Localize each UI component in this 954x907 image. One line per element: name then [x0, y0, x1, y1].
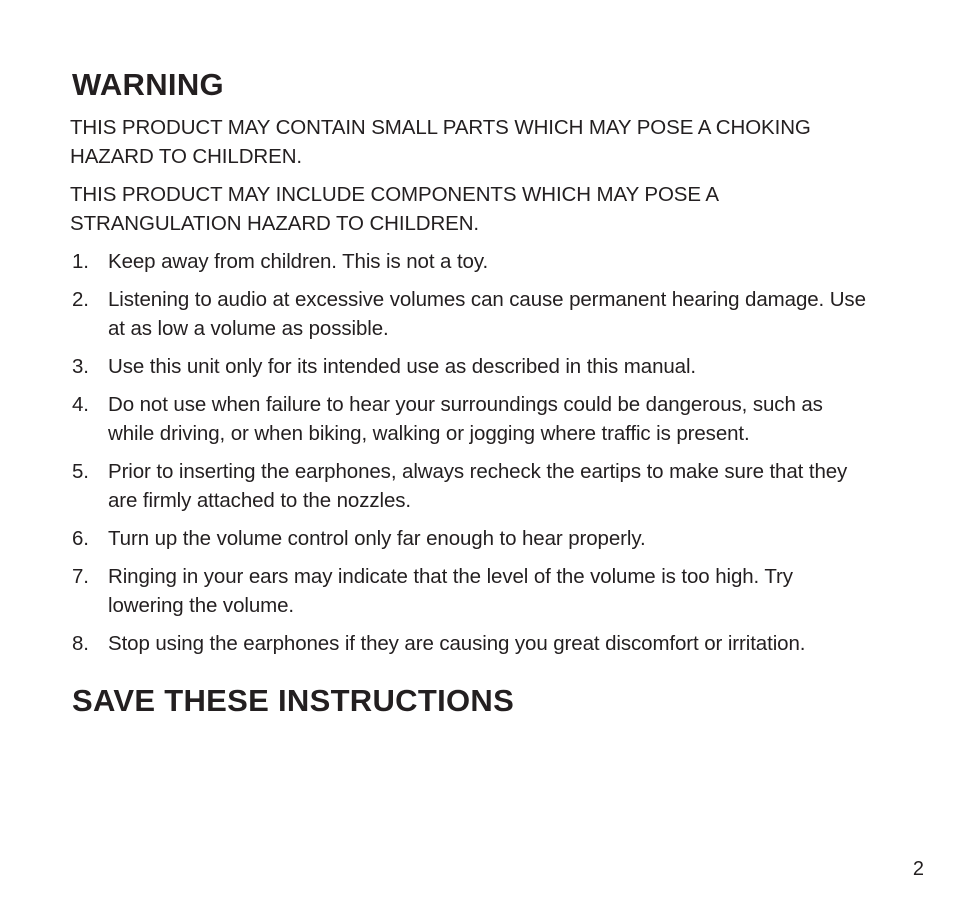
list-item-text: Listening to audio at excessive volumes can cause permanent hearing damage. Use at as low a volume as possible. — [108, 288, 866, 340]
list-item — [72, 524, 872, 553]
list-item-number: 6. — [72, 527, 89, 550]
list-item-text: Ringing in your ears may indicate that the level of the volume is too high. Try lowering the volume. — [108, 565, 793, 617]
list-item — [72, 457, 872, 515]
list-item — [72, 352, 872, 381]
list-item-text: Do not use when failure to hear your surroundings could be dangerous, such as while driving, or when biking, walking or jogging where traffic is present. — [108, 393, 823, 445]
list-item-text: Prior to inserting the earphones, always recheck the eartips to make sure that they are firmly attached to the nozzles. — [108, 460, 848, 512]
manual-page — [72, 66, 872, 720]
list-item-text: Stop using the earphones if they are causing you great discomfort or irritation. — [108, 632, 806, 655]
list-item-text: Use this unit only for its intended use as described in this manual. — [108, 355, 697, 378]
list-item — [72, 562, 872, 620]
list-item-text: Turn up the volume control only far enough to hear properly. — [108, 527, 646, 550]
list-item-number: 1. — [72, 250, 89, 273]
list-item — [72, 629, 872, 658]
list-item-number: 4. — [72, 393, 89, 416]
page-number: 2 — [912, 858, 924, 880]
list-item — [72, 247, 872, 276]
list-item-number: 7. — [72, 565, 89, 588]
list-item — [72, 390, 872, 448]
list-item-number: 2. — [72, 288, 89, 311]
list-item-text: Keep away from children. This is not a toy. — [108, 250, 489, 273]
list-item-number: 8. — [72, 632, 89, 655]
list-item — [72, 285, 872, 343]
warning-paragraph-choking: THIS PRODUCT MAY CONTAIN SMALL PARTS WHICH MAY POSE A CHOKING HAZARD TO CHILDREN. — [70, 116, 811, 168]
warning-heading: WARNING — [72, 67, 224, 102]
list-item-number: 3. — [72, 355, 89, 378]
safety-instructions-list — [72, 247, 872, 658]
list-item-number: 5. — [72, 460, 89, 483]
save-instructions-heading: SAVE THESE INSTRUCTIONS — [72, 683, 515, 718]
warning-paragraph-strangulation: THIS PRODUCT MAY INCLUDE COMPONENTS WHICH MAY POSE A STRANGULATION HAZARD TO CHILDREN. — [70, 183, 718, 235]
